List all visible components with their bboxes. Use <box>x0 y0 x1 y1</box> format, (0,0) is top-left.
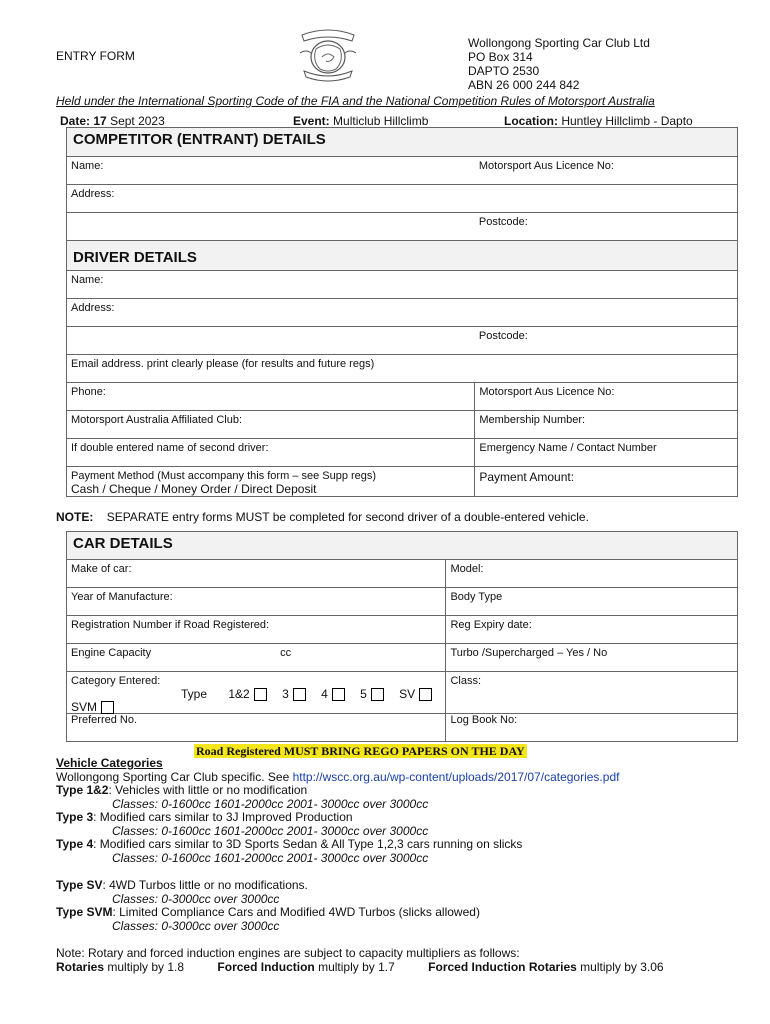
type-sv-desc: Type SV: 4WD Turbos little or no modifications. <box>56 878 308 892</box>
type-1-2-desc: Type 1&2: Vehicles with little or no modification <box>56 783 308 797</box>
competitor-postcode-field[interactable]: Postcode: <box>475 213 738 241</box>
type-1-2-classes: Classes: 0-1600cc 1601-2000cc 2001- 3000cc over 3000cc <box>112 796 429 811</box>
type-label: Type <box>181 687 208 701</box>
driver-phone-field[interactable]: Phone: <box>67 383 475 411</box>
competitor-heading: COMPETITOR (ENTRANT) DETAILS <box>67 128 738 157</box>
checkbox-type-5[interactable] <box>371 688 384 701</box>
event-label: Event: <box>293 114 330 128</box>
event-name <box>293 114 428 128</box>
club-name: Wollongong Sporting Car Club Ltd <box>468 36 650 50</box>
competitor-licence-field[interactable]: Motorsport Aus Licence No: <box>475 157 738 185</box>
logbook-field[interactable]: Log Book No: <box>446 714 738 742</box>
option-3-label: 3 <box>282 687 289 701</box>
type-sv-classes: Classes: 0-3000cc over 3000cc <box>112 891 280 906</box>
type-3-desc: Type 3: Modified cars similar to 3J Improved Production <box>56 810 353 824</box>
separate-entry-note <box>56 510 589 524</box>
driver-email-field[interactable]: Email address. print clearly please (for results and future regs) <box>67 355 738 383</box>
club-po-box: PO Box 314 <box>468 50 533 64</box>
entry-form-title: ENTRY FORM <box>56 49 135 63</box>
date-label: Date: <box>60 114 91 128</box>
engine-capacity-label: Engine Capacity <box>71 647 152 659</box>
car-year-field[interactable]: Year of Manufacture: <box>67 588 446 616</box>
note-text: SEPARATE entry forms MUST be completed for second driver of a double-entered vehicle. <box>106 510 589 524</box>
car-make-field[interactable]: Make of car: <box>67 560 446 588</box>
rego-papers-notice: Road Registered MUST BRING REGO PAPERS ON THE DAY <box>196 744 525 758</box>
club-crest-logo <box>296 27 360 83</box>
categories-intro: Wollongong Sporting Car Club specific. See http://wscc.org.au/wp-content/uploads/2017/07/categories.pdf <box>56 769 620 784</box>
payment-amount-field[interactable]: Payment Amount: <box>475 467 738 497</box>
type-svm-classes: Classes: 0-3000cc over 3000cc <box>112 918 280 933</box>
option-svm-label: SVM <box>71 700 98 714</box>
turbo-field[interactable]: Turbo /Supercharged – Yes / No <box>446 644 738 672</box>
checkbox-type-sv[interactable] <box>419 688 432 701</box>
payment-method-label: Payment Method (Must accompany this form – see Supp regs) <box>71 470 377 482</box>
checkbox-type-3[interactable] <box>293 688 306 701</box>
event-value: Multiclub Hillclimb <box>333 114 429 128</box>
competitor-driver-table <box>66 127 738 497</box>
car-rego-field[interactable]: Registration Number if Road Registered: <box>67 616 446 644</box>
car-body-field[interactable]: Body Type <box>446 588 738 616</box>
car-model-field[interactable]: Model: <box>446 560 738 588</box>
note-label: NOTE: <box>56 510 94 524</box>
driver-licence-field[interactable]: Motorsport Aus Licence No: <box>475 383 738 411</box>
second-driver-field[interactable]: If double entered name of second driver: <box>67 439 475 467</box>
competitor-address-field[interactable]: Address: <box>67 185 738 213</box>
checkbox-type-1-2[interactable] <box>254 688 267 701</box>
event-date: Date: 17 Sept 2023 <box>60 114 165 128</box>
competitor-name-field[interactable]: Name: <box>67 157 475 185</box>
type-svm-desc: Type SVM: Limited Compliance Cars and Modified 4WD Turbos (slicks allowed) <box>56 905 480 919</box>
driver-name-field[interactable]: Name: <box>67 271 738 299</box>
location-value: Huntley Hillclimb - Dapto <box>561 114 693 128</box>
club-address-block <box>468 36 650 92</box>
held-under-statement: Held under the International Sporting Code of the FIA and the National Competition Rules of Motorsport Australia <box>56 94 655 108</box>
categories-pdf-link[interactable]: http://wscc.org.au/wp-content/uploads/2017/07/categories.pdf <box>292 769 620 784</box>
event-location <box>504 114 693 128</box>
option-4-label: 4 <box>321 687 328 701</box>
car-rego-expiry-field[interactable]: Reg Expiry date: <box>446 616 738 644</box>
payment-method-field[interactable] <box>67 467 475 497</box>
multiplier-note: Note: Rotary and forced induction engines are subject to capacity multipliers as follows: <box>56 946 520 960</box>
driver-membership-field[interactable]: Membership Number: <box>475 411 738 439</box>
category-svm-row <box>71 700 114 714</box>
driver-postcode-field[interactable]: Postcode: <box>475 327 738 355</box>
class-field[interactable]: Class: <box>446 672 738 714</box>
vehicle-categories-heading: Vehicle Categories <box>56 756 163 770</box>
option-sv-label: SV <box>399 687 416 701</box>
emergency-contact-field[interactable]: Emergency Name / Contact Number <box>475 439 738 467</box>
type-4-desc: Type 4: Modified cars similar to 3D Sports Sedan & All Type 1,2,3 cars running on slicks <box>56 837 523 851</box>
driver-heading: DRIVER DETAILS <box>67 241 738 271</box>
cc-unit: cc <box>280 647 292 659</box>
multiplier-values: Rotaries multiply by 1.8 Forced Induction multiply by 1.7 Forced Induction Rotaries multiply by 3.06 <box>56 959 664 974</box>
car-heading: CAR DETAILS <box>67 532 738 560</box>
preferred-number-field[interactable]: Preferred No. <box>67 714 446 742</box>
type-4-classes: Classes: 0-1600cc 1601-2000cc 2001- 3000cc over 3000cc <box>112 850 429 865</box>
club-abn: ABN 26 000 244 842 <box>468 78 580 92</box>
category-label: Category Entered: <box>71 675 161 687</box>
checkbox-type-svm[interactable] <box>101 701 114 714</box>
location-label: Location: <box>504 114 558 128</box>
checkbox-type-4[interactable] <box>332 688 345 701</box>
type-3-classes: Classes: 0-1600cc 1601-2000cc 2001- 3000cc over 3000cc <box>112 823 429 838</box>
driver-club-field[interactable]: Motorsport Australia Affiliated Club: <box>67 411 475 439</box>
vehicle-categories-section <box>56 757 756 974</box>
payment-options: Cash / Cheque / Money Order / Direct Deposit <box>71 482 317 496</box>
option-1-2-label: 1&2 <box>228 687 250 701</box>
option-5-label: 5 <box>360 687 367 701</box>
engine-capacity-field[interactable] <box>67 644 446 672</box>
category-entered-field[interactable] <box>67 672 446 714</box>
club-suburb: DAPTO 2530 <box>468 64 540 78</box>
category-type-row <box>181 687 432 701</box>
car-details-table <box>66 531 738 742</box>
driver-address-field[interactable]: Address: <box>67 299 738 327</box>
